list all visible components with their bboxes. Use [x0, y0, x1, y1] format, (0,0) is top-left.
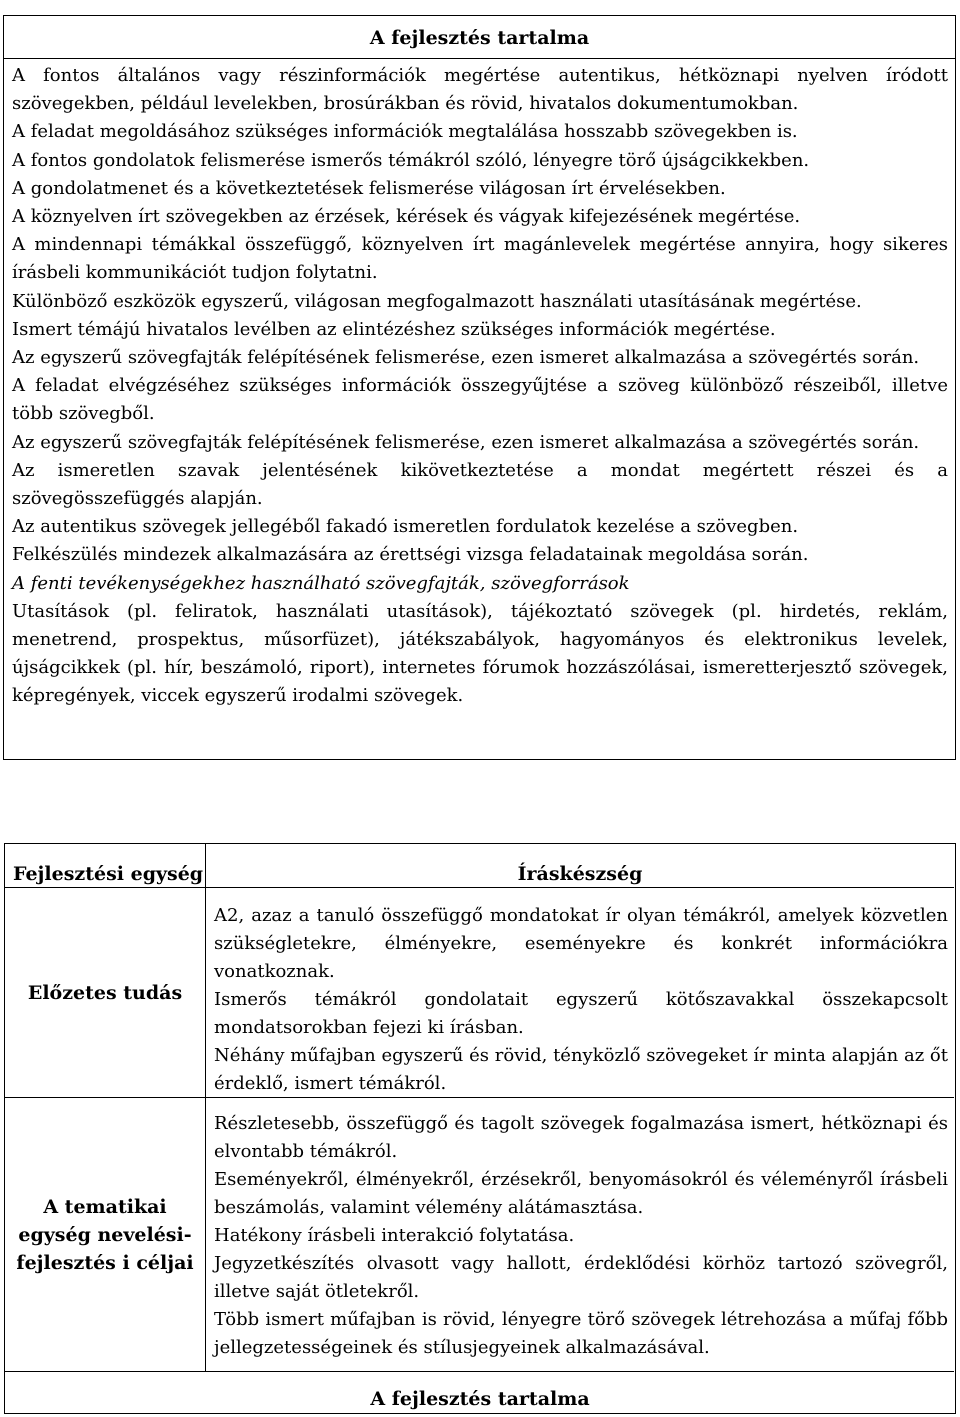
writing-skill-table [4, 843, 956, 1414]
paragraph: A köznyelven írt szövegekben az érzések, kérések és vágyak kifejezésének megértése. [12, 206, 801, 228]
paragraph: A feladat elvégzéséhez szükséges információk összegyűjtése a szöveg különböző részeiből, illetve több szövegből. [12, 375, 948, 425]
section-body [12, 62, 948, 711]
paragraph: Különböző eszközök egyszerű, világosan megfogalmazott használati utasításának megértése. [12, 290, 862, 312]
paragraph: Eseményekről, élményekről, érzésekről, benyomásokról és véleményről írásbeli beszámolás, valamint vélemény alátámasztása. [214, 1169, 948, 1218]
paragraph: Az egyszerű szövegfajták felépítésének felismerése, ezen ismeret alkalmazása a szövegértés során. [12, 431, 920, 453]
paragraph: Ismerős témákról gondolatait egyszerű kötőszavakkal összekapcsolt mondatsorokban fejezi ki írásban. [214, 989, 948, 1038]
paragraph: A fontos gondolatok felismerése ismerős témákról szóló, lényegre törő újságcikkekben. [12, 149, 810, 171]
paragraph: A fontos általános vagy részinformációk megértése autentikus, hétköznapi nyelven íródott szövegekben, például levelekben, brosúrákban és rövid, hivatalos dokumentumokban. [12, 65, 948, 115]
footer-section-title: A fejlesztés tartalma [370, 1388, 590, 1410]
paragraph: Az egyszerű szövegfajták felépítésének felismerése, ezen ismeret alkalmazása a szövegértés során. [12, 347, 920, 369]
section-title: A fejlesztés tartalma [4, 16, 955, 59]
prior-knowledge-label-text: Előzetes tudás [27, 981, 183, 1004]
paragraph: Hatékony írásbeli interakció folytatása. [214, 1225, 575, 1246]
paragraph: Néhány műfajban egyszerű és rövid, tényközlő szövegeket ír minta alapján az őt érdeklő, ismert témákról. [214, 1045, 948, 1094]
development-content-box [3, 15, 956, 760]
header-title-cell: Íráskészség [206, 844, 954, 888]
paragraph: A2, azaz a tanuló összefüggő mondatokat ír olyan témákról, amelyek közvetlen szükségletekre, élményekre, eseményekre és konkrét információkra vonatkoznak. [214, 905, 948, 982]
prior-knowledge-label [5, 888, 206, 1097]
paragraph: Ismert témájú hivatalos levélben az elintézéshez szükséges információk megértése. [12, 318, 776, 340]
goals-label-text: A tematikai egység nevelési-fejlesztés i céljai [16, 1195, 194, 1274]
paragraph: A gondolatmenet és a következtetések felismerése világosan írt érvelésekben. [12, 177, 726, 199]
paragraph: Jegyzetkészítés olvasott vagy hallott, érdeklődési körhöz tartozó szövegről, illetve saját ötletekről. [214, 1253, 948, 1302]
prior-knowledge-content [206, 888, 954, 1097]
paragraph: A mindennapi témákkal összefüggő, köznyelven írt magánlevelek megértése annyira, hogy sikeres írásbeli kommunikációt tudjon folytatni. [12, 234, 948, 284]
paragraph: Részletesebb, összefüggő és tagolt szövegek fogalmazása ismert, hétköznapi és elvontabb témákról. [214, 1113, 948, 1162]
goals-content [206, 1097, 954, 1372]
paragraph: Az ismeretlen szavak jelentésének kikövetkeztetése a mondat megértett részei és a szövegösszefüggés alapján. [12, 459, 948, 510]
paragraph: Több ismert műfajban is rövid, lényegre törő szövegek létrehozása a műfaj főbb jellegzetességeinek és stílusjegyeinek alkalmazásával. [214, 1309, 948, 1358]
header-label-cell: Fejlesztési egység [5, 844, 206, 888]
paragraph: A feladat megoldásához szükséges információk megtalálása hosszabb szövegekben is. [12, 121, 798, 143]
sources-heading: A fenti tevékenységekhez használható szövegfajták, szövegforrások [12, 572, 630, 594]
paragraph: Felkészülés mindezek alkalmazására az érettségi vizsga feladatainak megoldása során. [12, 544, 809, 566]
goals-label [5, 1097, 206, 1372]
sources-paragraph: Utasítások (pl. feliratok, használati utasítások), tájékoztató szövegek (pl. hirdetés, reklám, menetrend, prospektus, műsorfüzet), játékszabályok, hagyományos és elektronikus levelek, újságcikkek (pl. hír, beszámoló, riport), internetes fórumok hozzászólásai, ismeretterjesztő szövegek, képregények, viccek egyszerű irodalmi szövegek. [12, 600, 948, 707]
paragraph: Az autentikus szövegek jellegéből fakadó ismeretlen fordulatok kezelése a szövegben. [12, 516, 799, 538]
